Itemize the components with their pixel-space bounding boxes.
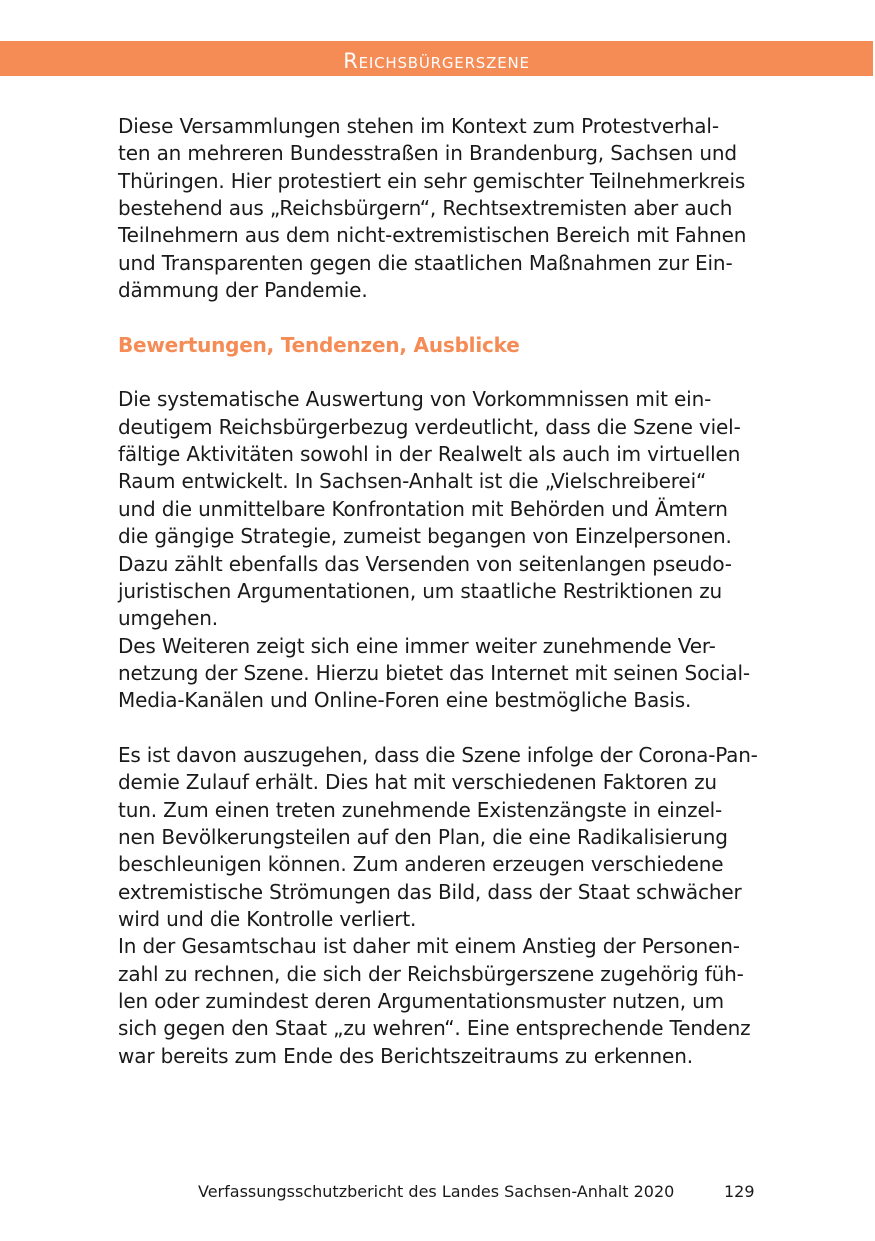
- text-line: fältige Aktivitäten sowohl in der Realwelt als auch im virtuellen: [118, 442, 741, 467]
- text-line: deutigem Reichsbürgerbezug verdeutlicht, dass die Szene viel-: [118, 414, 741, 439]
- text-line: Media-Kanälen und Online-Foren eine bestmögliche Basis.: [118, 688, 692, 713]
- paragraph-intro: [118, 113, 758, 304]
- text-line: In der Gesamtschau ist daher mit einem Anstieg der Personen-: [118, 934, 740, 959]
- text-line: Diese Versammlungen stehen im Kontext zum Protestverhal-: [118, 114, 719, 138]
- text-line: Des Weiteren zeigt sich eine immer weiter zunehmende Ver-: [118, 633, 716, 658]
- text-line: Es ist davon auszugehen, dass die Szene infolge der Corona-Pan-: [118, 742, 758, 767]
- text-line: umgehen.: [118, 606, 218, 631]
- text-line: und die unmittelbare Konfrontation mit Behörden und Ämtern: [118, 496, 728, 521]
- footer-publication-title: Verfassungsschutzbericht des Landes Sachsen-Anhalt 2020: [198, 1182, 675, 1201]
- text-line: Raum entwickelt. In Sachsen-Anhalt ist die „Vielschreiberei“: [118, 469, 707, 494]
- text-line: demie Zulauf erhält. Dies hat mit verschiedenen Faktoren zu: [118, 770, 717, 795]
- text-line: Die systematische Auswertung von Vorkommnissen mit ein-: [118, 387, 712, 412]
- subheading: Bewertungen, Tendenzen, Ausblicke: [118, 332, 520, 357]
- text-line: netzung der Szene. Hierzu bietet das Internet mit seinen Social-: [118, 660, 751, 685]
- text-line: ten an mehreren Bundesstraßen in Brandenburg, Sachsen und: [118, 141, 737, 166]
- page-number: 129: [724, 1182, 755, 1201]
- paragraph-networking: [118, 633, 758, 715]
- text-line: wird und die Kontrolle verliert.: [118, 906, 417, 931]
- text-line: nen Bevölkerungsteilen auf den Plan, die eine Radikalisierung: [118, 824, 728, 849]
- body-text: [118, 113, 758, 1070]
- text-line: len oder zumindest deren Argumentationsmuster nutzen, um: [118, 989, 725, 1013]
- section-header-bar: [0, 41, 873, 76]
- text-line: beschleunigen können. Zum anderen erzeugen verschiedene: [118, 852, 724, 877]
- text-line: die gängige Strategie, zumeist begangen von Einzelpersonen.: [118, 524, 732, 549]
- text-line: Thüringen. Hier protestiert ein sehr gemischter Teilnehmerkreis: [118, 168, 746, 193]
- text-line: juristischen Argumentationen, um staatliche Restriktionen zu: [118, 578, 723, 603]
- text-line: Dazu zählt ebenfalls das Versenden von seitenlangen pseudo-: [118, 551, 732, 576]
- text-line: bestehend aus „Reichsbürgern“, Rechtsextremisten aber auch: [118, 196, 733, 221]
- text-line: extremistische Strömungen das Bild, dass der Staat schwächer: [118, 879, 742, 904]
- text-line: zahl zu rechnen, die sich der Reichsbürgerszene zugehörig füh-: [118, 961, 744, 986]
- text-line: dämmung der Pandemie.: [118, 278, 368, 303]
- text-line: sich gegen den Staat „zu wehren“. Eine entsprechende Tendenz: [118, 1016, 751, 1041]
- text-line: und Transparenten gegen die staatlichen Maßnahmen zur Ein-: [118, 250, 733, 275]
- text-line: tun. Zum einen treten zunehmende Existenzängste in einzel-: [118, 797, 723, 822]
- text-line: war bereits zum Ende des Berichtszeitraums zu erkennen.: [118, 1043, 693, 1068]
- section-title: Reichsbürgerszene: [343, 49, 530, 73]
- paragraph-conclusion: [118, 933, 758, 1070]
- paragraph-assessment: [118, 386, 758, 632]
- text-line: Teilnehmern aus dem nicht-extremistischen Bereich mit Fahnen: [118, 223, 747, 248]
- paragraph-outlook: [118, 742, 758, 933]
